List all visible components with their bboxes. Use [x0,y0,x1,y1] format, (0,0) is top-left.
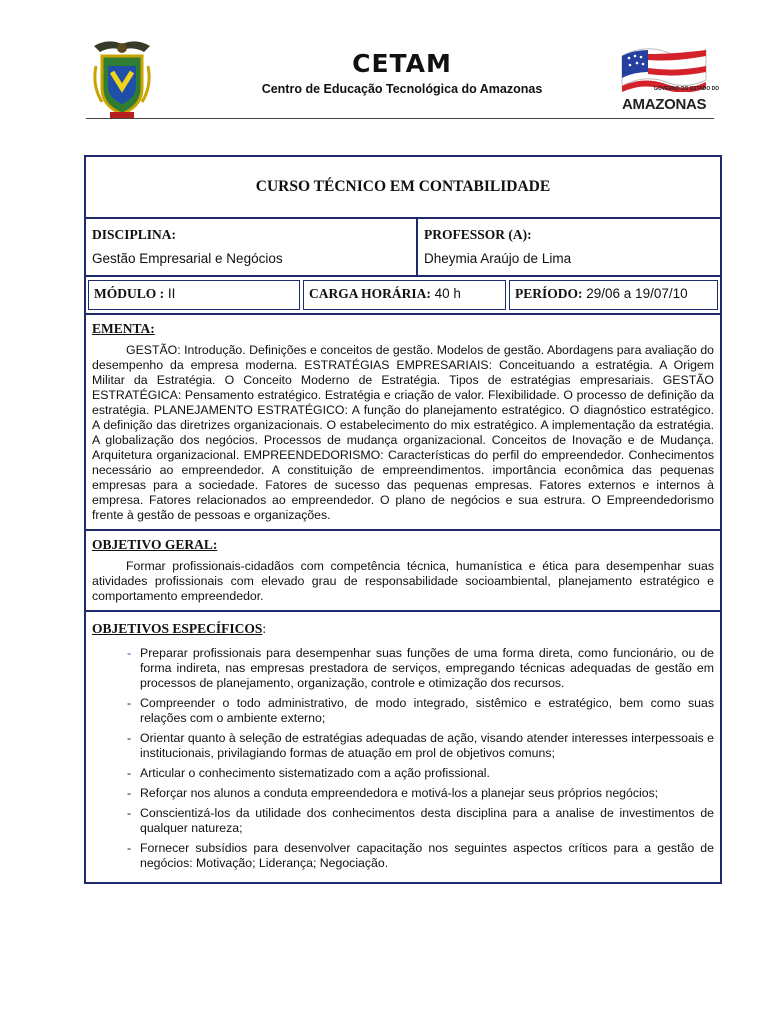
amazonas-flag-icon [614,42,710,92]
list-item-text: Reforçar nos alunos a conduta empreendedora e motivá-los a planejar seus próprios negócios; [140,786,659,800]
professor-label: PROFESSOR (A): [424,227,532,242]
professor-value: Dheymia Araújo de Lima [424,251,572,266]
list-dash: - [127,731,132,745]
list-item [128,806,714,836]
discipline-professor-row [86,219,720,277]
list-dash: - [127,766,132,780]
module-label: MÓDULO : [94,286,165,301]
list-item [128,646,714,691]
list-dash: - [127,786,132,800]
institution-subtitle: Centro de Educação Tecnológica do Amazonas [261,82,543,96]
workload-cell [303,280,506,310]
discipline-value: Gestão Empresarial e Negócios [92,251,283,266]
objetivos-especificos-heading: OBJETIVOS ESPECÍFICOS [92,621,263,636]
list-item-text: Orientar quanto à seleção de estratégias adequadas de ação, visando atender interesses interpessoais e institucionais, privilagiando formas de atuação em prol de objetivos comuns; [140,731,714,760]
list-item [128,786,714,801]
module-row [86,277,720,315]
objetivos-especificos-section [86,612,720,882]
objetivo-geral-section [86,531,720,612]
list-dash: - [127,841,132,855]
professor-cell [416,219,720,275]
list-item-text: Compreender o todo administrativo, de modo integrado, sistêmico e estratégico, bem como suas relações com o ambiente externo; [140,696,714,725]
workload-label: CARGA HORÁRIA: [309,286,431,301]
state-name: AMAZONAS [622,96,707,113]
list-item [128,731,714,761]
list-item-text: Fornecer subsídios para desenvolver capacitação nos seguintes aspectos críticos para a gestão de negócios: Motivação; Liderança; Negociação. [140,841,714,870]
ementa-section [86,315,720,531]
objetivo-geral-text: Formar profissionais-cidadãos com competência técnica, humanística e ética para desempenhar suas atividades profissionais com elevado grau de responsabilidade socioambiental, planejamento estratégico e comportamento empreendedor. [92,559,714,603]
ementa-text: GESTÃO: Introdução. Definições e conceitos de gestão. Modelos de gestão. Abordagens para avaliação do desempenho da empresa moderna. ESTRATÉGIAS EMPRESARIAIS: Conceituando a estratégia. A Origem Militar da Estratégia. O Conceito Moderno de Estratégia. Tipos de estratégias empresariais. GESTÃO ESTRATÉGICA: Pensamento estratégico. Estratégia e criação de valor. Flexibilidade. O processo de definição da estratégia. PLANEJAMENTO ESTRATÉGICO: A função do planejamento estratégico. O diagnóstico estratégico. A definição das diretrizes organizacionais. O estabelecimento do mix estratégico. A implementação da estratégia. A globalização dos negócios. Processos de mudança organizacional. Conceitos de Inovação e de Mudança. Arquitetura organizacional. EMPREENDEDORISMO: Características do perfil do empreendedor. Conhecimentos necessário ao empreendedor. A constituição de empreendimentos. importância econômica das pequenas empresas para a sociedade. Fatores de sucesso das pequenas empresas. Fatores externos e internos à empresa. Fatores relacionados ao empreendedor. O plano de negócios e sua estrura. O Empreendedorismo frente à gestão de pessoas e organizações. [92,343,714,522]
objetivo-geral-heading: OBJETIVO GERAL: [92,537,218,552]
amazonas-government-logo [614,42,720,116]
government-caption: GOVERNO DO ESTADO DO [654,86,720,92]
specific-objectives-list [92,646,714,871]
course-title: CURSO TÉCNICO EM CONTABILIDADE [86,157,720,219]
discipline-label: DISCIPLINA: [92,227,177,242]
list-dash: - [127,696,132,710]
list-dash: - [127,806,132,820]
header-rule [86,118,714,119]
period-label: PERÍODO: [515,286,583,301]
module-cell [88,280,300,310]
heading-colon: : [262,621,267,636]
list-item-text: Preparar profissionais para desempenhar suas funções de uma forma direta, como funcionário, ou de forma indireta, nas empresas prestadora de serviços, empregando técnicas adequadas de gestão em processos de planejamento, organização, controle e otimização dos recursos. [140,646,714,690]
workload-value: 40 h [434,286,461,301]
module-value: II [167,286,176,301]
page-header [0,0,768,130]
discipline-cell [86,219,416,275]
list-item-text: Articular o conhecimento sistematizado com a ação profissional. [140,766,490,780]
institution-name: CETAM [352,49,452,78]
period-cell [509,280,718,310]
objetivos-especificos-heading-line [92,620,714,638]
course-plan-table [84,155,722,884]
list-item [128,766,714,781]
list-dash: - [127,646,132,660]
ementa-heading: EMENTA: [92,321,155,336]
list-item [128,841,714,871]
state-coat-of-arms-icon [88,36,156,120]
list-item [128,696,714,726]
period-value: 29/06 a 19/07/10 [586,286,688,301]
list-item-text: Conscientizá-los da utilidade dos conhecimentos desta disciplina para a analise de investimentos de qualquer natureza; [140,806,714,835]
